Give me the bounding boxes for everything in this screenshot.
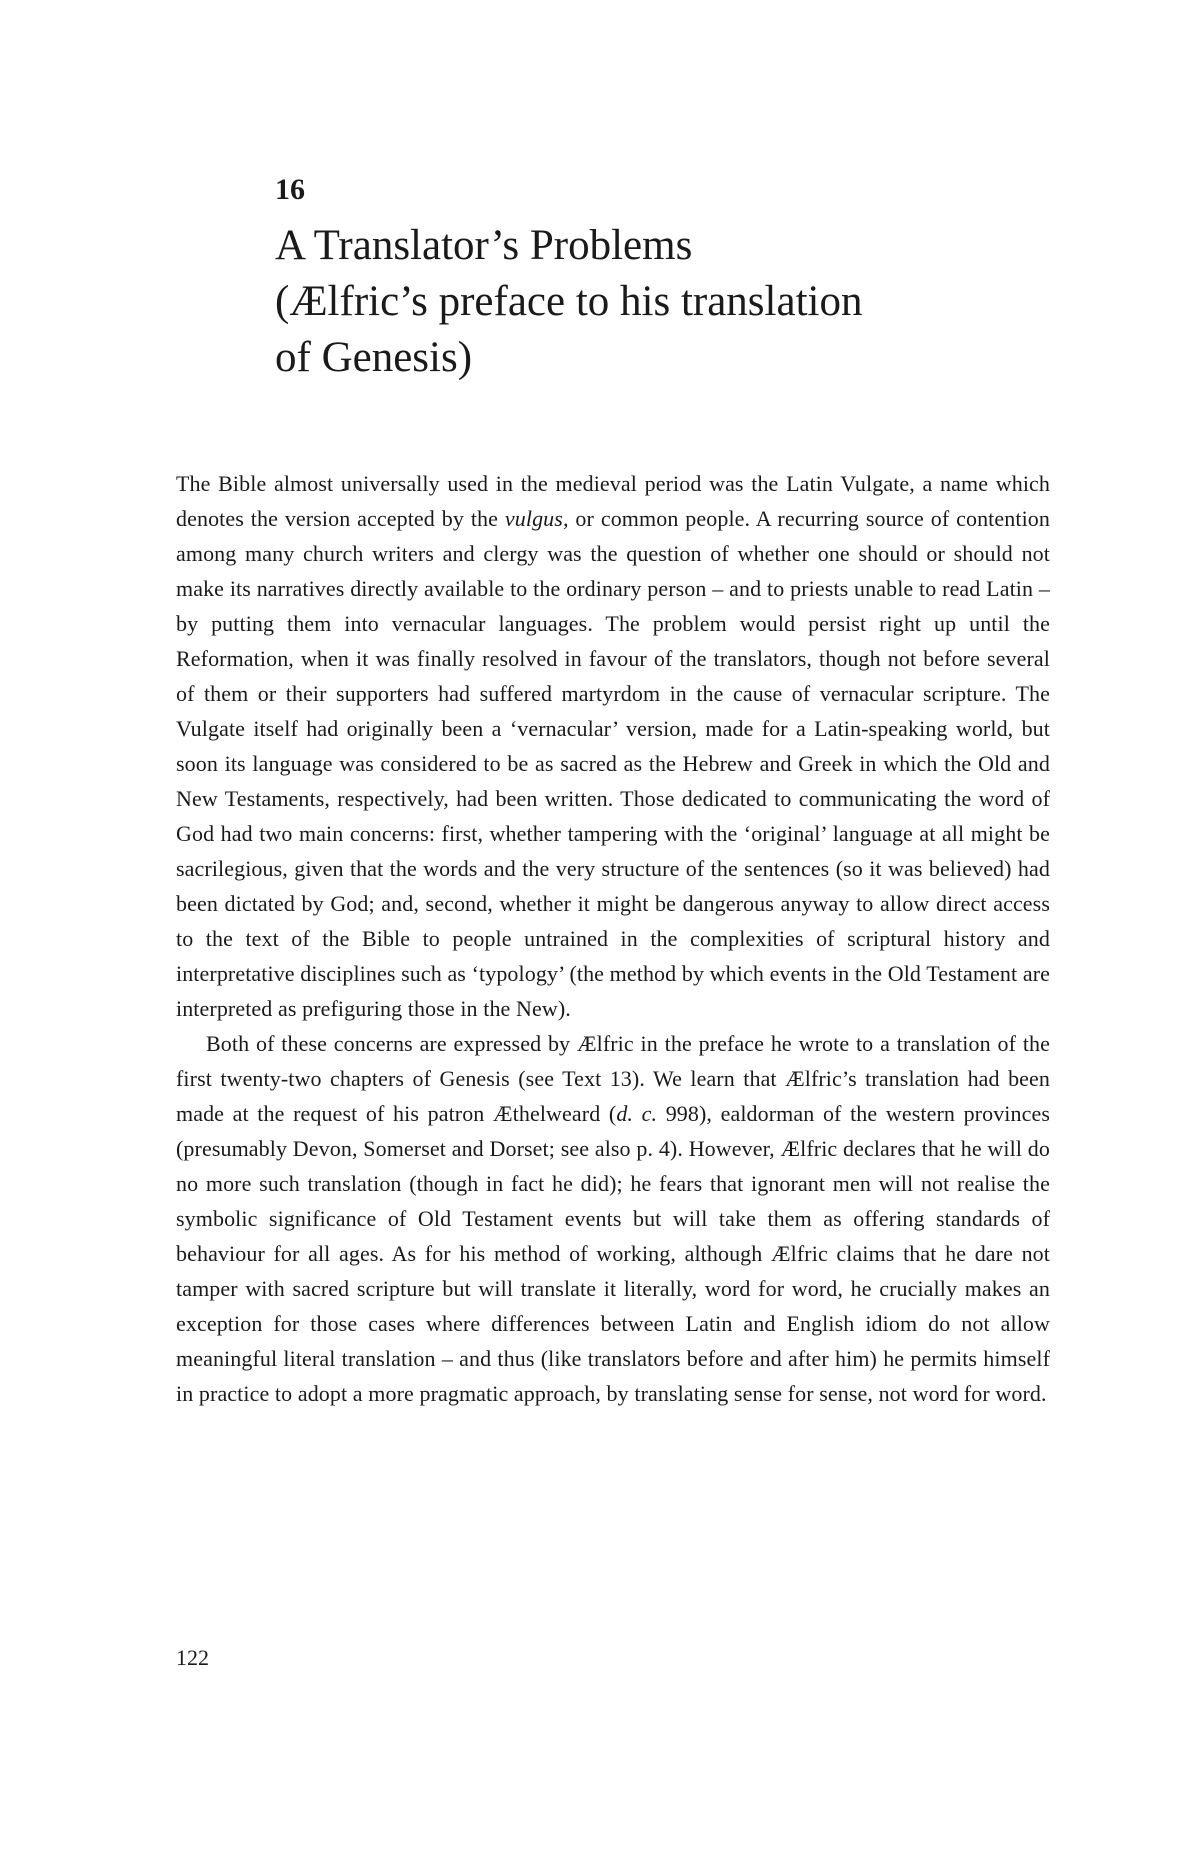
paragraph-text: 998), ealdorman of the western provinces (presumably Devon, Somerset and Dorset; see also p. 4). However, Ælfric declares that he will do no more such translation (though in fact he did); he fears that ignorant men will not realise the symbolic significance of Old Testament events but will take them as offering standards of behaviour for all ages. As for his method of working, although Ælfric claims that he dare not tamper with sacred scripture but will translate it literally, word for word, he crucially makes an exception for those cases where differences between Latin and English idiom do not allow meaningful literal translation – and thus (like translators before and after him) he permits himself in practice to adopt a more pragmatic approach, by translating sense for sense, not word for word. bbox=[176, 1101, 1050, 1406]
paragraph bbox=[176, 1026, 1050, 1411]
chapter-title-line: A Translator’s Problems bbox=[275, 222, 693, 269]
chapter-heading bbox=[275, 172, 975, 386]
body-text bbox=[176, 466, 1050, 1411]
paragraph-text: Both of these concerns are expressed by Ælfric in the preface he wrote to a translation of the first twenty-two chapters of Genesis (see Text 13). We learn that Ælfric’s translation had been made at the request of his patron Æthelweard ( bbox=[176, 1031, 1050, 1126]
chapter-title-line: of Genesis) bbox=[275, 334, 473, 381]
paragraph-text-italic: d. c. bbox=[616, 1101, 658, 1126]
chapter-title bbox=[275, 218, 975, 386]
chapter-title-line: (Ælfric’s preface to his translation bbox=[275, 278, 863, 325]
page-number: 122 bbox=[176, 1645, 209, 1670]
paragraph-text: , or common people. A recurring source of contention among many church writers and clergy was the question of whether one should or should not make its narratives directly available to the ordinary person – and to priests unable to read Latin – by putting them into vernacular languages. The problem would persist right up until the Reformation, when it was finally resolved in favour of the translators, though not before several of them or their supporters had suffered martyrdom in the cause of vernacular scripture. The Vulgate itself had originally been a ‘vernacular’ version, made for a Latin-speaking world, but soon its language was considered to be as sacred as the Hebrew and Greek in which the Old and New Testaments, respectively, had been written. Those dedicated to communicating the word of God had two main concerns: first, whether tampering with the ‘original’ language at all might be sacrilegious, given that the words and the very structure of the sentences (so it was believed) had been dictated by God; and, second, whether it might be dangerous anyway to allow direct access to the text of the Bible to people untrained in the complexities of scriptural history and interpretative disciplines such as ‘typology’ (the method by which events in the Old Testament are interpreted as prefiguring those in the New). bbox=[176, 506, 1050, 1021]
paragraph-text-italic: vulgus bbox=[504, 506, 563, 531]
paragraph bbox=[176, 466, 1050, 1026]
paragraph-text: The Bible almost universally used in the medieval period was the Latin Vulgate, a name which denotes the version accepted by the bbox=[176, 471, 1050, 531]
chapter-number: 16 bbox=[275, 173, 305, 206]
